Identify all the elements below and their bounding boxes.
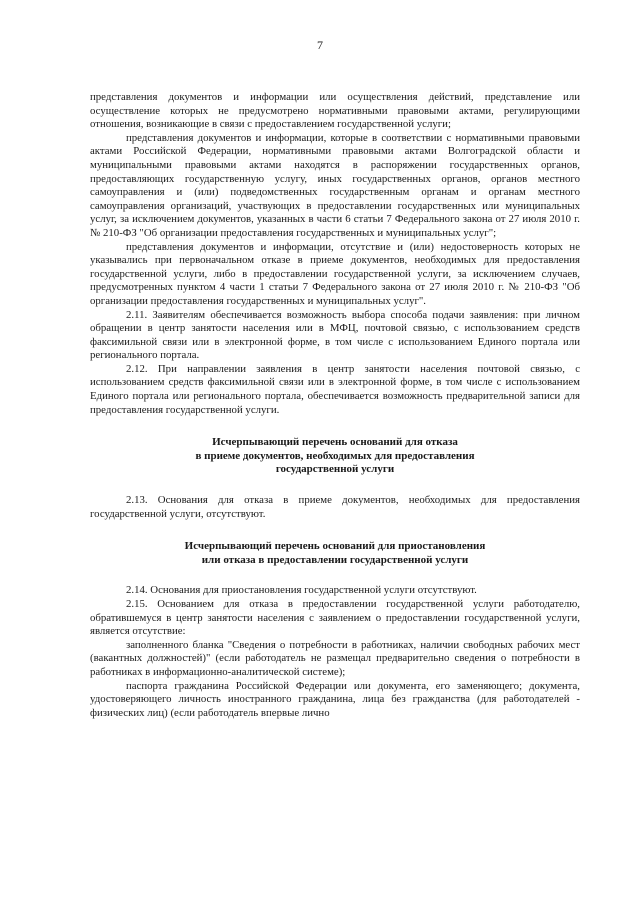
section-heading-line: государственной услуги [275, 463, 395, 476]
paragraph: представления документов и информации, отсутствие и (или) недостоверность которых не указывались при первоначальном отказе в приеме документов, необходимых для предоставления государственной услуги, либо в предоставлении государственной услуги, за исключением случаев, предусмотренных пунктом 4 части 1 статьи 7 Федерального закона от 27 июля 2010 г. № 210-ФЗ "Об организации предоставления государственных и муниципальных услуг". [90, 240, 580, 307]
paragraph: 2.13. Основания для отказа в приеме документов, необходимых для предоставления государственной услуги, отсутствуют. [90, 494, 580, 520]
paragraph: заполненного бланка "Сведения о потребности в работниках, наличии свободных рабочих мест (вакантных должностей)" (если работодатель не размещал предварительно сведения о потребности в работниках в информационно-аналитической системе); [90, 638, 580, 678]
section-heading-line: или отказа в предоставлении государственной услуги [201, 553, 469, 566]
section-heading [90, 436, 580, 477]
section-heading [90, 540, 580, 567]
page-number: 7 [317, 38, 323, 52]
paragraph: представления документов и информации, которые в соответствии с нормативными правовыми актами Российской Федерации, нормативными правовыми актами Волгоградской области и муниципальными правовыми актами находятся в распоряжении государственных органов, предоставляющих государственную услугу, иных государственных органов, органов местного самоуправления и (или) подведомственных государственным органам и органам местного самоуправления организаций, участвующих в предоставлении государственных или муниципальных услуг, за исключением документов, указанных в части 6 статьи 7 Федерального закона от 27 июля 2010 г. № 210-ФЗ "Об организации предоставления государственных и муниципальных услуг"; [90, 131, 580, 239]
paragraph: 2.15. Основанием для отказа в предоставлении государственной услуги работодателю, обратившемуся в центр занятости населения с заявлением о предоставлении государственной услуги, является отсутствие: [90, 598, 580, 638]
paragraph: 2.12. При направлении заявления в центр занятости населения почтовой связью, с использованием средств факсимильной связи или в электронной форме, в том числе с использованием Единого портала или регионального портала, обеспечивается возможность предварительной записи для предоставления государственной услуги. [90, 362, 580, 416]
section-heading-line: в приеме документов, необходимых для предоставления [195, 449, 475, 462]
paragraph: 2.11. Заявителям обеспечивается возможность выбора способа подачи заявления: при личном обращении в центр занятости населения или в МФЦ, почтовой связью, с использованием средств факсимильной связи или в электронной форме, в том числе с использованием Единого портала или регионального портала. [90, 308, 580, 362]
paragraph: представления документов и информации или осуществления действий, представление или осуществление которых не предусмотрено нормативными правовыми актами, регулирующими отношения, возникающие в связи с предоставлением государственной услуги; [90, 91, 580, 131]
document-body [90, 91, 580, 720]
paragraph: 2.14. Основания для приостановления государственной услуги отсутствуют. [126, 584, 477, 597]
paragraph: паспорта гражданина Российской Федерации или документа, его заменяющего; документа, удостоверяющего личность иностранного гражданина, лица без гражданства (для работодателей - физических лиц) (если работодатель впервые лично [90, 679, 580, 719]
spacer [90, 477, 580, 494]
spacer [90, 521, 580, 540]
spacer [90, 417, 580, 436]
section-heading-line: Исчерпывающий перечень оснований для отказа [212, 436, 458, 449]
spacer [90, 567, 580, 584]
section-heading-line: Исчерпывающий перечень оснований для приостановления [184, 540, 486, 553]
